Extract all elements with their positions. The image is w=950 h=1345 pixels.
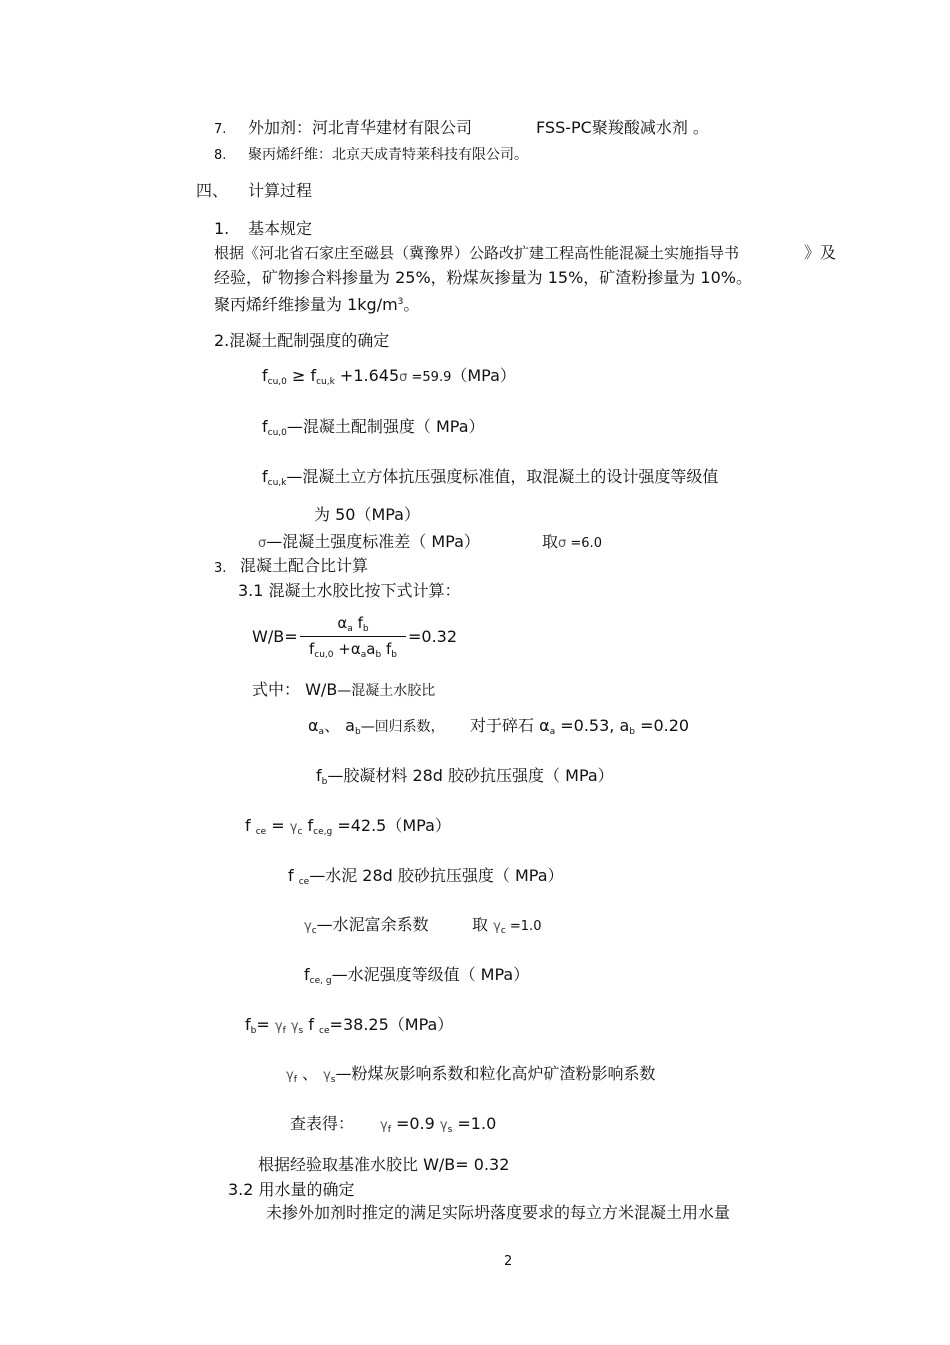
basic-line-1-end: 》及: [804, 243, 837, 262]
basic-heading: 基本规定: [248, 219, 313, 238]
baseline-wb: 根据经验取基准水胶比 W/B= 0.32: [258, 1155, 510, 1174]
basic-line-3: 聚丙烯纤维掺量为 $1kg/m^3$。: [214, 295, 420, 314]
def-sigma: σ—混凝土强度标准差（ MPa）: [258, 532, 480, 551]
mix-heading-number: 3.: [214, 561, 227, 576]
fceg-def: $f_{ce, g}—$水泥强度等级值（ MPa）: [304, 965, 530, 986]
fce-def: f $_{ce}$—水泥 28d 胶砂抗压强度（ MPa）: [288, 866, 564, 887]
def-fcuk-cont: 为 50（MPa）: [314, 505, 420, 524]
gamma-c-value: 取 $\gamma_c =1.0$: [472, 915, 542, 936]
sub-heading-3-2: 3.2 用水量的确定: [228, 1180, 355, 1199]
wb-lhs: W/B=: [252, 627, 298, 646]
wb-rhs: =0.32: [408, 627, 458, 646]
where-line: 式中： W/B—混凝土水胶比: [252, 680, 436, 699]
basic-line-2: 经验，矿物掺合料掺量为 25%，粉煤灰掺量为 15%，矿渣粉掺量为 10%。: [214, 268, 752, 287]
wb-numerator: $\alpha_a$ $f_b$: [337, 614, 369, 634]
page-number: 2: [504, 1254, 513, 1269]
gamma-c-def: $\gamma_c—$水泥富余系数: [304, 915, 429, 936]
def-fcuk: $f_{cu,k}—$混凝土立方体抗压强度标准值，取混凝土的设计强度等级值: [262, 467, 719, 488]
strength-formula: $f_{cu,0} \ge f_{cu,k} +1.645\sigma =59.9(MPa)$: [262, 366, 516, 387]
sigma-symbol: σ: [399, 370, 408, 385]
lookup-label: 查表得：: [290, 1114, 355, 1133]
sub-3-2-text: 未掺外加剂时推定的满足实际坍落度要求的每立方米混凝土用水量: [266, 1203, 731, 1222]
item-8-number: 8.: [214, 148, 227, 163]
def-fcu0: $f_{cu,0}—$混凝土配制强度（ MPa）: [262, 417, 485, 438]
item-8-label: 聚丙烯纤维：北京天成青特莱科技有限公司。: [248, 147, 528, 163]
fb-formula: $f_b= \gamma_f$ $\gamma_s$ f $_{ce}$=38.25（MPa）: [245, 1015, 454, 1036]
wb-fraction: [300, 614, 406, 660]
item-7-product: FSS-PC聚羧酸减水剂 。: [536, 118, 709, 137]
lookup-values: $\gamma_f =0.9$ $\gamma_s =1.0$: [380, 1114, 497, 1135]
sub-heading-3-1: 3.1 混凝土水胶比按下式计算：: [238, 581, 461, 600]
alpha-def: $\alpha_a$、 $a_b—$回归系数，: [308, 716, 445, 737]
basic-heading-number: 1.: [214, 219, 230, 238]
section-4-title: 计算过程: [248, 181, 313, 200]
fraction-bar: [300, 636, 406, 637]
sigma-value: 取σ =6.0: [542, 532, 602, 551]
gamma-f-s-def: $\gamma_f$ 、 $\gamma_s—$粉煤灰影响系数和粒化高炉矿渣粉影响系数: [286, 1064, 656, 1085]
item-7-number: 7.: [214, 122, 227, 137]
alpha-values: 对于碎石 $\alpha_a =0.53$, $a_b =0.20$: [470, 716, 690, 737]
wb-denominator: $f_{cu,0} +\alpha_aa_b$ $f_b$: [309, 640, 397, 660]
fb-def: $f_b—$胶凝材料 28d 胶砂抗压强度（ MPa）: [316, 766, 614, 787]
basic-line-1: 根据《河北省石家庄至磁县（冀豫界）公路改扩建工程高性能混凝土实施指导书: [214, 244, 740, 262]
strength-heading: 2.混凝土配制强度的确定: [214, 331, 390, 350]
item-7-label: 外加剂：河北青华建材有限公司: [248, 118, 473, 137]
section-4-number: 四、: [196, 181, 229, 200]
mix-heading: 混凝土配合比计算: [240, 556, 369, 575]
fce-formula: f $_{ce} = \gamma_c$ $f_{ce,g} =42.5(MPa)$: [245, 816, 451, 837]
